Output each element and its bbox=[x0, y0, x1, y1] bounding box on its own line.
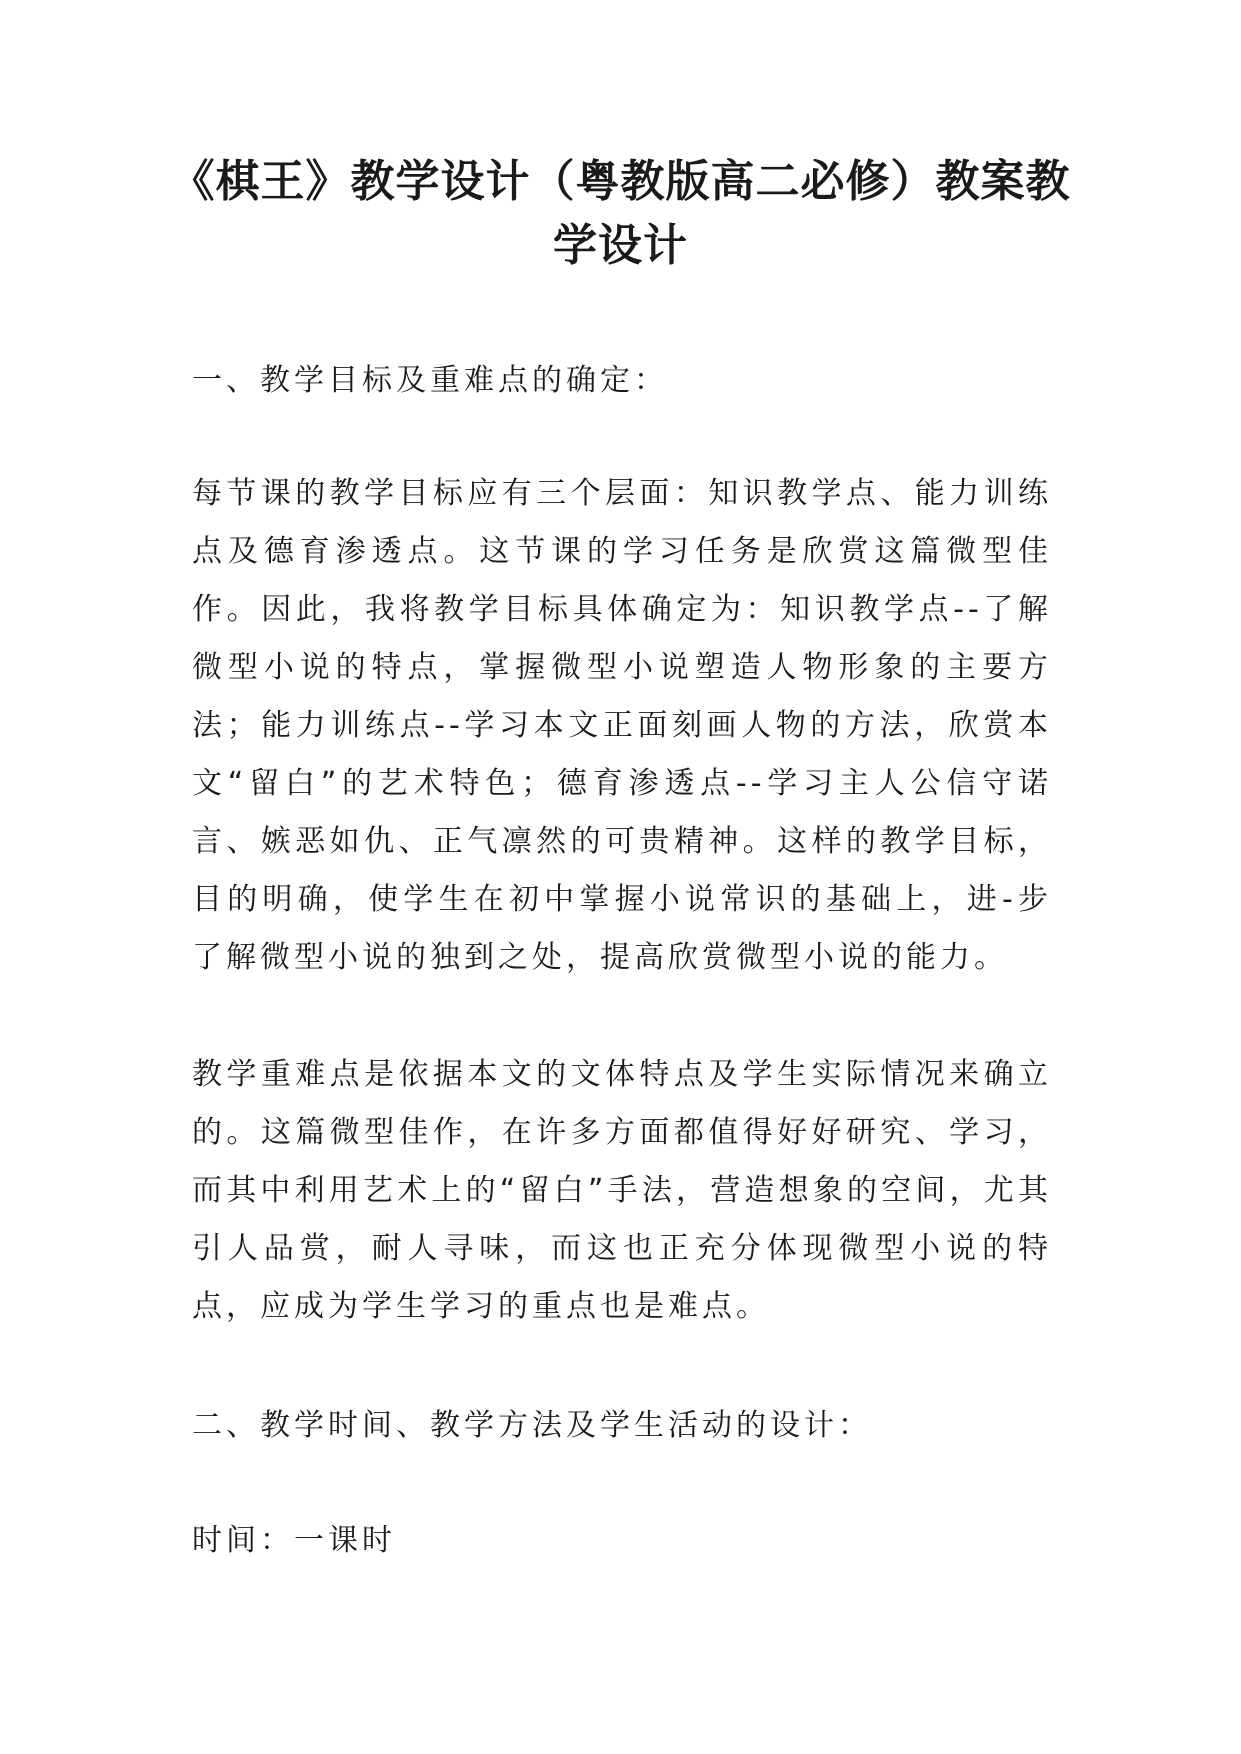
section-heading-objectives: 一、教学目标及重难点的确定： bbox=[192, 363, 668, 398]
paragraph-class-time: 时间：一课时 bbox=[192, 1523, 396, 1558]
document-title: 《棋王》教学设计（粤教版高二必修）教案教学设计 bbox=[170, 156, 1071, 271]
paragraph-objectives: 每节课的教学目标应有三个层面：知识教学点、能力训练点及德育渗透点。这节课的学习任务是欣赏这篇微型佳作。因此，我将教学目标具体确定为：知识教学点--了解微型小说的特点，掌握微型小说塑造人物形象的主要方法；能力训练点--学习本文正面刻画人物的方法，欣赏本文“留白”的艺术特色；德育渗透点--学习主人公信守诺言、嫉恶如仇、正气凛然的可贵精神。这样的教学目标，目的明确，使学生在初中掌握小说常识的基础上，进-步了解微型小说的独到之处，提高欣赏微型小说的能力。 bbox=[192, 476, 1052, 975]
section-heading-time-methods: 二、教学时间、教学方法及学生活动的设计： bbox=[192, 1408, 872, 1443]
paragraph-key-difficulties: 教学重难点是依据本文的文体特点及学生实际情况来确立的。这篇微型佳作，在许多方面都值得好好研究、学习，而其中利用艺术上的“留白”手法，营造想象的空间，尤其引人品赏，耐人寻味，而这也正充分体现微型小说的特点，应成为学生学习的重点也是难点。 bbox=[192, 1057, 1052, 1324]
